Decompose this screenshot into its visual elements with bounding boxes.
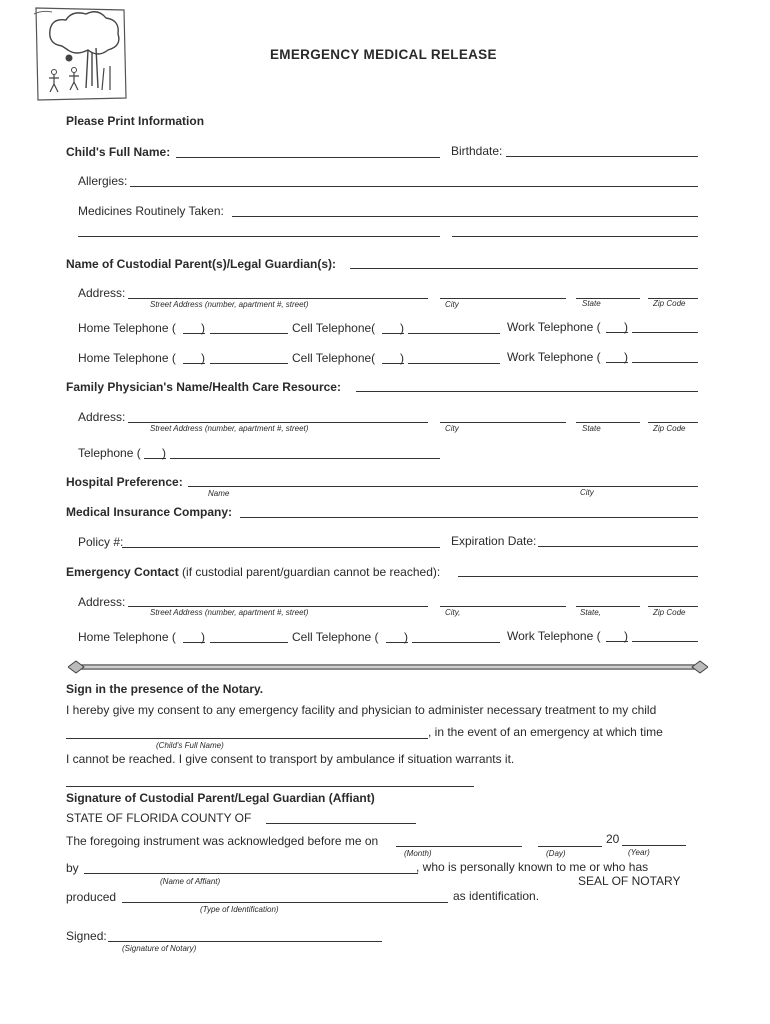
state-caption: State bbox=[582, 299, 601, 308]
physician-state-field[interactable] bbox=[576, 422, 640, 423]
child-name-label: Child's Full Name: bbox=[66, 145, 171, 159]
year-field[interactable] bbox=[622, 845, 686, 846]
work-telephone-field[interactable] bbox=[632, 332, 698, 333]
physician-telephone-field[interactable] bbox=[170, 458, 440, 459]
medicines-label: Medicines Routinely Taken: bbox=[78, 204, 224, 218]
affiant-name-field[interactable] bbox=[84, 873, 418, 874]
emergency-work-tel-label: Work Telephone ( bbox=[507, 629, 601, 643]
emergency-street-field[interactable] bbox=[128, 606, 428, 607]
identification-field[interactable] bbox=[122, 902, 448, 903]
day-field[interactable] bbox=[538, 846, 602, 847]
guardian-address-label: Address: bbox=[78, 286, 126, 300]
physician-telephone-label: Telephone ( bbox=[78, 446, 141, 460]
zip-caption: Zip Code bbox=[653, 608, 686, 617]
acknowledged-text: The foregoing instrument was acknowledged before me on bbox=[66, 834, 379, 848]
home-telephone-field[interactable] bbox=[210, 333, 288, 334]
city-caption: City bbox=[445, 424, 459, 433]
emergency-home-tel-field[interactable] bbox=[210, 642, 288, 643]
paren-close: ) bbox=[404, 630, 408, 644]
street-caption: Street Address (number, apartment #, street) bbox=[150, 300, 309, 309]
print-instruction: Please Print Information bbox=[66, 114, 205, 128]
medicines-field-extra-1[interactable] bbox=[78, 236, 440, 237]
paren-close: ) bbox=[400, 351, 404, 365]
street-caption: Street Address (number, apartment #, street) bbox=[150, 608, 309, 617]
notary-signature-caption: (Signature of Notary) bbox=[122, 944, 197, 953]
work-telephone-field-2[interactable] bbox=[632, 362, 698, 363]
consent-child-name-field[interactable] bbox=[66, 738, 428, 739]
affiant-signature-label: Signature of Custodial Parent/Legal Guardian (Affiant) bbox=[66, 791, 375, 805]
section-divider bbox=[68, 660, 708, 674]
city-caption: City, bbox=[445, 608, 461, 617]
guardian-heading: Name of Custodial Parent(s)/Legal Guardian(s): bbox=[66, 257, 337, 271]
paren-close: ) bbox=[624, 320, 628, 334]
emergency-work-tel-field[interactable] bbox=[632, 641, 698, 642]
medicines-field-extra-2[interactable] bbox=[452, 236, 698, 237]
zip-caption: Zip Code bbox=[653, 299, 686, 308]
insurance-field[interactable] bbox=[240, 517, 698, 518]
as-identification-text: as identification. bbox=[453, 889, 540, 903]
emergency-zip-field[interactable] bbox=[648, 606, 698, 607]
emergency-state-field[interactable] bbox=[576, 606, 640, 607]
policy-label: Policy #: bbox=[78, 535, 124, 549]
produced-label: produced bbox=[66, 890, 117, 904]
cell-telephone-field-2[interactable] bbox=[408, 363, 500, 364]
affiant-name-caption: (Name of Affiant) bbox=[160, 877, 221, 886]
physician-city-field[interactable] bbox=[440, 422, 566, 423]
physician-name-field[interactable] bbox=[356, 391, 698, 392]
policy-field[interactable] bbox=[122, 547, 440, 548]
hospital-city-caption: City bbox=[580, 488, 594, 497]
physician-street-field[interactable] bbox=[128, 422, 428, 423]
allergies-label: Allergies: bbox=[78, 174, 128, 188]
tree-family-logo-icon bbox=[32, 6, 128, 102]
physician-zip-field[interactable] bbox=[648, 422, 698, 423]
seal-of-notary: SEAL OF NOTARY bbox=[578, 874, 681, 888]
work-telephone-label: Work Telephone ( bbox=[507, 320, 601, 334]
emergency-cell-tel-field[interactable] bbox=[412, 642, 500, 643]
guardian-name-field[interactable] bbox=[350, 268, 698, 269]
hospital-name-caption: Name bbox=[208, 489, 230, 498]
day-caption: (Day) bbox=[546, 849, 566, 858]
child-name-field[interactable] bbox=[176, 157, 440, 158]
month-caption: (Month) bbox=[404, 849, 432, 858]
emergency-heading bbox=[66, 565, 440, 579]
work-telephone-label-2: Work Telephone ( bbox=[507, 350, 601, 364]
consent-text-line-3: I cannot be reached. I give consent to transport by ambulance if situation warrants it. bbox=[66, 752, 515, 766]
state-county-label: STATE OF FLORIDA COUNTY OF bbox=[66, 811, 252, 825]
signed-label: Signed: bbox=[66, 929, 107, 943]
emergency-city-field[interactable] bbox=[440, 606, 566, 607]
year-prefix: 20 bbox=[606, 832, 620, 846]
paren-close: ) bbox=[624, 629, 628, 643]
physician-heading: Family Physician's Name/Health Care Resource: bbox=[66, 380, 341, 394]
birthdate-field[interactable] bbox=[506, 156, 698, 157]
medicines-field[interactable] bbox=[232, 216, 698, 217]
sign-notary-heading: Sign in the presence of the Notary. bbox=[66, 682, 264, 696]
month-field[interactable] bbox=[396, 846, 522, 847]
paren-close: ) bbox=[624, 350, 628, 364]
paren-close: ) bbox=[400, 321, 404, 335]
emergency-heading-bold: Emergency Contact bbox=[66, 565, 179, 579]
street-caption: Street Address (number, apartment #, street) bbox=[150, 424, 309, 433]
emergency-heading-rest: (if custodial parent/guardian cannot be reached): bbox=[178, 565, 441, 579]
home-telephone-field-2[interactable] bbox=[210, 363, 288, 364]
hospital-field[interactable] bbox=[188, 486, 698, 487]
personally-known-text: , who is personally known to me or who has bbox=[416, 860, 649, 874]
cell-telephone-label: Cell Telephone( bbox=[292, 321, 376, 335]
paren-close: ) bbox=[201, 351, 205, 365]
insurance-label: Medical Insurance Company: bbox=[66, 505, 233, 519]
allergies-field[interactable] bbox=[130, 186, 698, 187]
notary-signature-field[interactable] bbox=[108, 941, 382, 942]
emergency-cell-tel-label: Cell Telephone ( bbox=[292, 630, 379, 644]
county-field[interactable] bbox=[266, 823, 416, 824]
zip-caption: Zip Code bbox=[653, 424, 686, 433]
city-caption: City bbox=[445, 300, 459, 309]
emergency-address-label: Address: bbox=[78, 595, 126, 609]
paren-close: ) bbox=[162, 446, 166, 460]
child-name-caption: (Child's Full Name) bbox=[156, 741, 224, 750]
state-caption: State bbox=[582, 424, 601, 433]
guardian-city-field[interactable] bbox=[440, 298, 566, 299]
year-caption: (Year) bbox=[628, 848, 650, 857]
emergency-contact-field[interactable] bbox=[458, 576, 698, 577]
expiration-label: Expiration Date: bbox=[451, 534, 537, 548]
hospital-label: Hospital Preference: bbox=[66, 475, 183, 489]
home-telephone-label-2: Home Telephone ( bbox=[78, 351, 176, 365]
paren-close: ) bbox=[201, 630, 205, 644]
state-caption: State, bbox=[580, 608, 601, 617]
expiration-field[interactable] bbox=[538, 546, 698, 547]
paren-close: ) bbox=[201, 321, 205, 335]
guardian-street-field[interactable] bbox=[128, 298, 428, 299]
birthdate-label: Birthdate: bbox=[451, 144, 503, 158]
cell-telephone-field[interactable] bbox=[408, 333, 500, 334]
physician-address-label: Address: bbox=[78, 410, 126, 424]
identification-caption: (Type of Identification) bbox=[200, 905, 279, 914]
cell-telephone-label-2: Cell Telephone( bbox=[292, 351, 376, 365]
consent-text-line-2: , in the event of an emergency at which time bbox=[428, 725, 663, 739]
consent-text-line-1: I hereby give my consent to any emergency facility and physician to administer necessary treatment to my child bbox=[66, 703, 657, 717]
affiant-signature-field[interactable] bbox=[66, 786, 474, 787]
by-label: by bbox=[66, 861, 79, 875]
home-telephone-label: Home Telephone ( bbox=[78, 321, 176, 335]
emergency-home-tel-label: Home Telephone ( bbox=[78, 630, 176, 644]
form-title: EMERGENCY MEDICAL RELEASE bbox=[270, 47, 497, 62]
